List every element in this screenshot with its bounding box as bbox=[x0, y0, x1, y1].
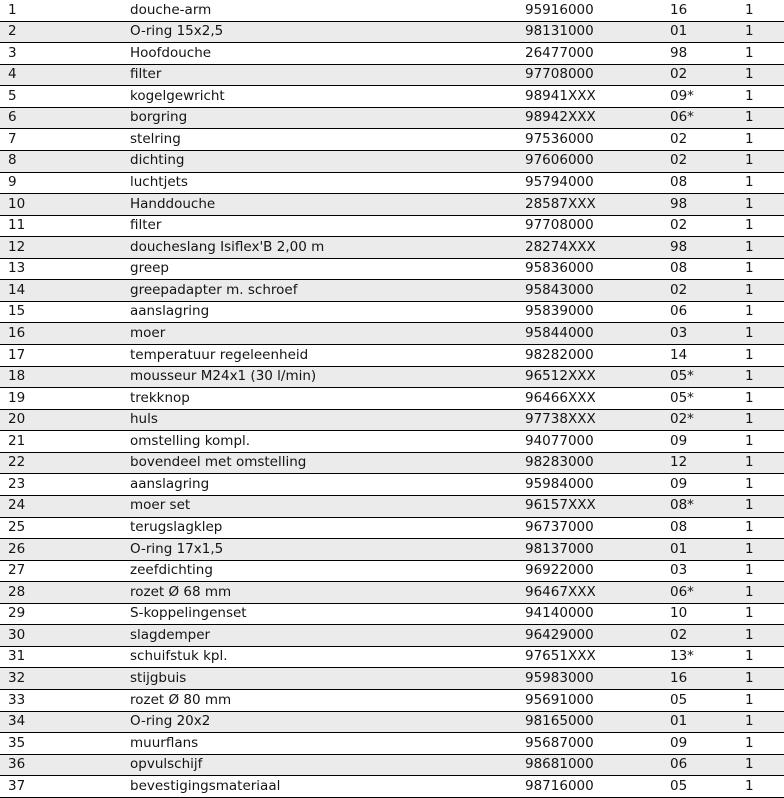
cell-part-number: 94077000 bbox=[525, 434, 594, 449]
cell-description: filter bbox=[130, 68, 162, 82]
cell-part-number: 95836000 bbox=[525, 262, 594, 276]
cell-part-number: 95839000 bbox=[525, 305, 594, 319]
table-row bbox=[0, 0, 784, 22]
cell-qty: 1 bbox=[745, 671, 754, 686]
cell-part-number: 95843000 bbox=[525, 283, 594, 298]
cell-code: 02 bbox=[670, 132, 688, 147]
table-row bbox=[0, 259, 784, 281]
table-row bbox=[0, 755, 784, 777]
cell-pos: 25 bbox=[8, 521, 26, 535]
cell-pos: 20 bbox=[8, 413, 26, 427]
cell-part-number: 96429000 bbox=[525, 628, 594, 643]
cell-pos: 17 bbox=[8, 348, 26, 363]
table-row bbox=[0, 345, 784, 367]
cell-pos: 7 bbox=[8, 132, 17, 147]
cell-part-number: 97708000 bbox=[525, 219, 594, 233]
cell-pos: 11 bbox=[8, 219, 26, 233]
table-row bbox=[0, 216, 784, 238]
cell-code: 08* bbox=[670, 499, 694, 513]
cell-part-number: 97738XXX bbox=[525, 413, 596, 427]
cell-description: filter bbox=[130, 219, 162, 233]
cell-description: stijgbuis bbox=[130, 671, 187, 686]
table-row bbox=[0, 173, 784, 195]
cell-description: mousseur M24x1 (30 l/min) bbox=[130, 370, 317, 384]
cell-part-number: 98165000 bbox=[525, 715, 594, 729]
cell-part-number: 98716000 bbox=[525, 779, 594, 794]
cell-part-number: 95984000 bbox=[525, 477, 594, 492]
cell-qty: 1 bbox=[745, 3, 754, 18]
cell-part-number: 26477000 bbox=[525, 46, 594, 61]
cell-pos: 9 bbox=[8, 176, 17, 190]
cell-qty: 1 bbox=[745, 542, 754, 557]
cell-description: doucheslang Isiflex'B 2,00 m bbox=[130, 240, 325, 255]
cell-code: 12 bbox=[670, 456, 688, 470]
cell-code: 13* bbox=[670, 650, 694, 664]
cell-code: 06 bbox=[670, 758, 688, 772]
cell-pos: 34 bbox=[8, 715, 26, 729]
cell-part-number: 95687000 bbox=[525, 736, 594, 751]
cell-code: 02 bbox=[670, 628, 688, 643]
cell-qty: 1 bbox=[745, 693, 754, 708]
cell-description: muurflans bbox=[130, 736, 199, 751]
cell-code: 06 bbox=[670, 305, 688, 319]
cell-pos: 27 bbox=[8, 564, 26, 578]
cell-qty: 1 bbox=[745, 434, 754, 449]
cell-code: 06* bbox=[670, 585, 694, 600]
cell-qty: 1 bbox=[745, 779, 754, 794]
cell-pos: 29 bbox=[8, 607, 26, 621]
cell-part-number: 95844000 bbox=[525, 326, 594, 341]
cell-code: 09 bbox=[670, 434, 688, 449]
cell-part-number: 98282000 bbox=[525, 348, 594, 363]
cell-code: 06* bbox=[670, 111, 694, 125]
cell-description: greep bbox=[130, 262, 170, 276]
cell-description: huls bbox=[130, 413, 158, 427]
cell-pos: 21 bbox=[8, 434, 26, 449]
cell-code: 10 bbox=[670, 607, 688, 621]
cell-qty: 1 bbox=[745, 607, 754, 621]
cell-pos: 23 bbox=[8, 477, 26, 492]
cell-qty: 1 bbox=[745, 68, 754, 82]
cell-pos: 32 bbox=[8, 671, 26, 686]
table-row bbox=[0, 496, 784, 518]
cell-part-number: 95916000 bbox=[525, 3, 594, 18]
table-row bbox=[0, 733, 784, 755]
cell-code: 03 bbox=[670, 326, 688, 341]
cell-description: S-koppelingenset bbox=[130, 607, 247, 621]
cell-code: 02* bbox=[670, 413, 694, 427]
cell-qty: 1 bbox=[745, 219, 754, 233]
cell-qty: 1 bbox=[745, 564, 754, 578]
table-row bbox=[0, 474, 784, 496]
cell-pos: 6 bbox=[8, 111, 17, 125]
cell-pos: 14 bbox=[8, 283, 26, 298]
cell-part-number: 96466XXX bbox=[525, 391, 596, 406]
cell-pos: 36 bbox=[8, 758, 26, 772]
cell-part-number: 96512XXX bbox=[525, 370, 596, 384]
cell-qty: 1 bbox=[745, 477, 754, 492]
cell-code: 09 bbox=[670, 477, 688, 492]
cell-qty: 1 bbox=[745, 413, 754, 427]
cell-qty: 1 bbox=[745, 111, 754, 125]
cell-pos: 2 bbox=[8, 25, 17, 39]
cell-qty: 1 bbox=[745, 89, 754, 104]
cell-pos: 28 bbox=[8, 585, 26, 600]
cell-description: schuifstuk kpl. bbox=[130, 650, 228, 664]
cell-code: 01 bbox=[670, 715, 688, 729]
cell-description: slagdemper bbox=[130, 628, 211, 643]
cell-pos: 10 bbox=[8, 197, 26, 212]
cell-part-number: 96157XXX bbox=[525, 499, 596, 513]
cell-description: kogelgewricht bbox=[130, 89, 225, 104]
cell-description: bevestigingsmateriaal bbox=[130, 779, 281, 794]
cell-code: 02 bbox=[670, 219, 688, 233]
cell-pos: 35 bbox=[8, 736, 26, 751]
cell-part-number: 98283000 bbox=[525, 456, 594, 470]
cell-description: omstelling kompl. bbox=[130, 434, 251, 449]
cell-code: 05* bbox=[670, 370, 694, 384]
cell-description: Hoofdouche bbox=[130, 46, 212, 61]
cell-part-number: 97606000 bbox=[525, 154, 594, 168]
cell-qty: 1 bbox=[745, 240, 754, 255]
cell-code: 08 bbox=[670, 176, 688, 190]
cell-part-number: 28274XXX bbox=[525, 240, 596, 255]
cell-code: 05 bbox=[670, 693, 688, 708]
cell-description: bovendeel met omstelling bbox=[130, 456, 307, 470]
cell-code: 98 bbox=[670, 240, 688, 255]
cell-part-number: 96922000 bbox=[525, 564, 594, 578]
table-row bbox=[0, 323, 784, 345]
cell-qty: 1 bbox=[745, 521, 754, 535]
cell-pos: 8 bbox=[8, 154, 17, 168]
cell-part-number: 95691000 bbox=[525, 693, 594, 708]
table-row bbox=[0, 302, 784, 324]
cell-pos: 13 bbox=[8, 262, 26, 276]
cell-pos: 15 bbox=[8, 305, 26, 319]
table-row bbox=[0, 151, 784, 173]
cell-qty: 1 bbox=[745, 456, 754, 470]
cell-description: greepadapter m. schroef bbox=[130, 283, 298, 298]
cell-part-number: 98942XXX bbox=[525, 111, 596, 125]
cell-code: 98 bbox=[670, 197, 688, 212]
cell-pos: 1 bbox=[8, 3, 17, 18]
cell-code: 05* bbox=[670, 391, 694, 406]
table-row bbox=[0, 129, 784, 151]
cell-code: 08 bbox=[670, 521, 688, 535]
table-row bbox=[0, 539, 784, 561]
cell-pos: 19 bbox=[8, 391, 26, 406]
table-row bbox=[0, 582, 784, 604]
cell-pos: 3 bbox=[8, 46, 17, 61]
cell-qty: 1 bbox=[745, 154, 754, 168]
cell-code: 09 bbox=[670, 736, 688, 751]
cell-description: douche-arm bbox=[130, 3, 212, 18]
cell-qty: 1 bbox=[745, 132, 754, 147]
table-row bbox=[0, 604, 784, 626]
cell-code: 02 bbox=[670, 154, 688, 168]
cell-description: O-ring 17x1,5 bbox=[130, 542, 224, 557]
cell-part-number: 98941XXX bbox=[525, 89, 596, 104]
cell-code: 01 bbox=[670, 542, 688, 557]
cell-part-number: 97651XXX bbox=[525, 650, 596, 664]
cell-qty: 1 bbox=[745, 348, 754, 363]
table-row bbox=[0, 712, 784, 734]
cell-code: 98 bbox=[670, 46, 688, 61]
table-row bbox=[0, 431, 784, 453]
cell-qty: 1 bbox=[745, 650, 754, 664]
cell-part-number: 96737000 bbox=[525, 521, 594, 535]
cell-pos: 4 bbox=[8, 68, 17, 82]
cell-code: 03 bbox=[670, 564, 688, 578]
cell-qty: 1 bbox=[745, 305, 754, 319]
cell-qty: 1 bbox=[745, 628, 754, 643]
table-row bbox=[0, 625, 784, 647]
cell-part-number: 94140000 bbox=[525, 607, 594, 621]
cell-part-number: 95794000 bbox=[525, 176, 594, 190]
cell-qty: 1 bbox=[745, 758, 754, 772]
cell-code: 05 bbox=[670, 779, 688, 794]
cell-description: O-ring 20x2 bbox=[130, 715, 211, 729]
cell-description: Handdouche bbox=[130, 197, 216, 212]
cell-qty: 1 bbox=[745, 499, 754, 513]
cell-description: moer set bbox=[130, 499, 191, 513]
table-row bbox=[0, 280, 784, 302]
cell-part-number: 97536000 bbox=[525, 132, 594, 147]
cell-pos: 18 bbox=[8, 370, 26, 384]
cell-pos: 16 bbox=[8, 326, 26, 341]
cell-code: 16 bbox=[670, 3, 688, 18]
cell-part-number: 97708000 bbox=[525, 68, 594, 82]
cell-description: aanslagring bbox=[130, 305, 210, 319]
cell-description: rozet Ø 80 mm bbox=[130, 693, 232, 708]
cell-qty: 1 bbox=[745, 391, 754, 406]
cell-part-number: 98137000 bbox=[525, 542, 594, 557]
table-row bbox=[0, 453, 784, 475]
cell-description: luchtjets bbox=[130, 176, 188, 190]
cell-code: 09* bbox=[670, 89, 694, 104]
cell-qty: 1 bbox=[745, 585, 754, 600]
cell-description: borgring bbox=[130, 111, 188, 125]
cell-description: opvulschijf bbox=[130, 758, 203, 772]
table-row bbox=[0, 518, 784, 540]
cell-pos: 26 bbox=[8, 542, 26, 557]
cell-qty: 1 bbox=[745, 176, 754, 190]
cell-pos: 5 bbox=[8, 89, 17, 104]
cell-pos: 31 bbox=[8, 650, 26, 664]
cell-pos: 24 bbox=[8, 499, 26, 513]
table-row bbox=[0, 108, 784, 130]
cell-pos: 22 bbox=[8, 456, 26, 470]
cell-code: 14 bbox=[670, 348, 688, 363]
cell-description: dichting bbox=[130, 154, 185, 168]
cell-qty: 1 bbox=[745, 46, 754, 61]
table-row bbox=[0, 561, 784, 583]
table-row bbox=[0, 86, 784, 108]
cell-qty: 1 bbox=[745, 25, 754, 39]
table-row bbox=[0, 668, 784, 690]
cell-description: terugslagklep bbox=[130, 521, 223, 535]
cell-code: 01 bbox=[670, 25, 688, 39]
cell-description: zeefdichting bbox=[130, 564, 213, 578]
cell-pos: 12 bbox=[8, 240, 26, 255]
cell-description: moer bbox=[130, 326, 166, 341]
cell-qty: 1 bbox=[745, 370, 754, 384]
cell-code: 02 bbox=[670, 283, 688, 298]
cell-qty: 1 bbox=[745, 736, 754, 751]
cell-description: aanslagring bbox=[130, 477, 210, 492]
table-row bbox=[0, 690, 784, 712]
table-row bbox=[0, 647, 784, 669]
table-row bbox=[0, 388, 784, 410]
cell-qty: 1 bbox=[745, 326, 754, 341]
table-row bbox=[0, 22, 784, 44]
cell-qty: 1 bbox=[745, 283, 754, 298]
cell-qty: 1 bbox=[745, 262, 754, 276]
cell-code: 08 bbox=[670, 262, 688, 276]
cell-part-number: 28587XXX bbox=[525, 197, 596, 212]
cell-description: O-ring 15x2,5 bbox=[130, 25, 224, 39]
cell-description: trekknop bbox=[130, 391, 190, 406]
cell-part-number: 98131000 bbox=[525, 25, 594, 39]
cell-part-number: 96467XXX bbox=[525, 585, 596, 600]
cell-code: 02 bbox=[670, 68, 688, 82]
table-row bbox=[0, 43, 784, 65]
cell-pos: 33 bbox=[8, 693, 26, 708]
cell-qty: 1 bbox=[745, 197, 754, 212]
cell-part-number: 98681000 bbox=[525, 758, 594, 772]
table-row bbox=[0, 65, 784, 87]
cell-description: rozet Ø 68 mm bbox=[130, 585, 232, 600]
table-row bbox=[0, 776, 784, 798]
table-row bbox=[0, 410, 784, 432]
cell-qty: 1 bbox=[745, 715, 754, 729]
cell-part-number: 95983000 bbox=[525, 671, 594, 686]
table-row bbox=[0, 367, 784, 389]
table-row bbox=[0, 237, 784, 259]
table-row bbox=[0, 194, 784, 216]
cell-code: 16 bbox=[670, 671, 688, 686]
cell-pos: 30 bbox=[8, 628, 26, 643]
cell-description: temperatuur regeleenheid bbox=[130, 348, 309, 363]
cell-pos: 37 bbox=[8, 779, 26, 794]
cell-description: stelring bbox=[130, 132, 181, 147]
